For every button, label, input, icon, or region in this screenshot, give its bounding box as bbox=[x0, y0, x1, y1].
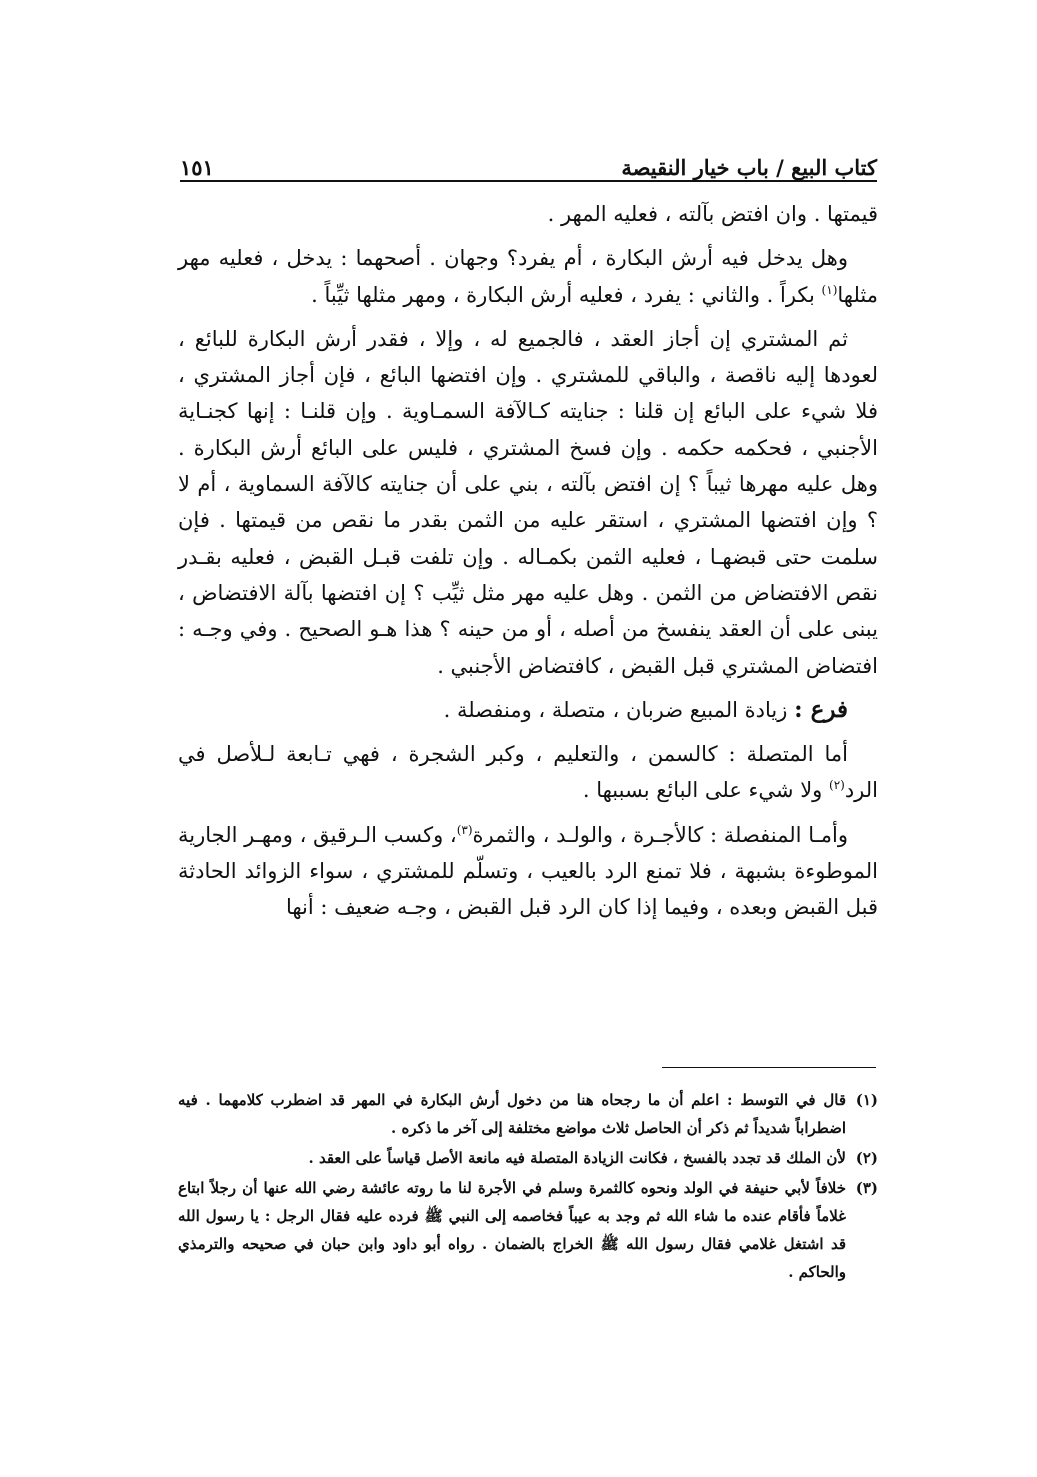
footnote-text: قال في التوسط : اعلم أن ما رجحاه هنا من دخول أرش البكارة في المهر قد اضطرب كلامهما . فيه اضطراباً شديداً ثم ذكر أن الحاصل ثلاث مواضع مختلفة إلى آخر ما ذكره . bbox=[178, 1091, 846, 1137]
page-header bbox=[180, 140, 877, 180]
footnote-text: خلافاً لأبي حنيفة في الولد ونحوه كالثمرة وسلم في الأجرة لنا ما روته عائشة رضي الله عنها أن رجلاً ابتاع غلاماً فأقام عنده ما شاء الله ثم وجد به عيباً فخاصمه إلى النبي ﷺ فرده عليه فقال الرجل : يا رسول الله قد اشتغل غلامي فقال رسول الله ﷺ الخراج بالضمان . رواه أبو داود وابن حبان في صحيحه والترمذي والحاكم . bbox=[178, 1179, 846, 1281]
footnote-1 bbox=[178, 1086, 878, 1142]
footnote-3 bbox=[178, 1174, 878, 1286]
footnote-divider bbox=[662, 1067, 876, 1068]
main-text bbox=[178, 196, 878, 934]
paragraph-3: ثم المشتري إن أجاز العقد ، فالجميع له ، وإلا ، فقدر أرش البكارة للبائع ، لعودها إليه ناقصة ، والباقي للمشتري . وإن افتضها البائع ، فإن أجاز المشتري ، فلا شيء على البائع إن قلنا : جنايته كـالآفة السمـاوية . وإن قلنـا : إنها كجنـاية الأجنبي ، فحكمه حكمه . وإن فسخ المشتري ، فليس على البائع أرش البكارة . وهل عليه مهرها ثيباً ؟ إن افتض بآلته ، بني على أن جنايته كالآفة السماوية ، أم لا ؟ وإن افتضها المشتري ، استقر عليه من الثمن بقدر ما نقص من قيمتها . فإن سلمت حتى قبضهـا ، فعليه الثمن بكمـاله . وإن تلفت قبـل القبض ، فعليه بقـدر نقص الافتضاض من الثمن . وهل عليه مهر مثل ثيِّب ؟ إن افتضها بآلة الافتضاض ، يبنى على أن العقد ينفسخ من أصله ، أو من حينه ؟ هذا هـو الصحيح . وفي وجـه : افتضاض المشتري قبل القبض ، كافتضاض الأجنبي . bbox=[178, 326, 878, 678]
footnote-number: (٢) bbox=[855, 1149, 878, 1167]
branch-label: فرع : bbox=[794, 695, 848, 723]
footnote-text: لأن الملك قد تجدد بالفسخ ، فكانت الزيادة المتصلة فيه مانعة الأصل قياساً على العقد . bbox=[308, 1149, 846, 1167]
paragraph-4: أما المتصلة : كالسمن ، والتعليم ، وكبر الشجرة ، فهي تـابعة لـلأصل في الرد$^{(٢)}$ ولا شيء على البائع بسببها . bbox=[178, 742, 878, 803]
footnote-number: (٣) bbox=[855, 1179, 878, 1197]
paragraph-5: وأمـا المنفصلة : كالأجـرة ، والولـد ، والثمرة$^{(٣)}$، وكسب الـرقيق ، ومهـر الجارية الموطوءة بشبهة ، فلا تمنع الرد بالعيب ، وتسلّم للمشتري ، سواء الزوائد الحادثة قبل القبض وبعده ، وفيما إذا كان الرد قبل القبض ، وجـه ضعيف : أنها bbox=[178, 822, 878, 920]
running-title: كتاب البيع / باب خيار النقيصة bbox=[621, 155, 877, 180]
paragraph-2: وهل يدخل فيه أرش البكارة ، أم يفرد؟ وجهان . أصحهما : يدخل ، فعليه مهر مثلها$^{(١)}$ بكراً . والثاني : يفرد ، فعليه أرش البكارة ، ومهر مثلها ثيِّباً . bbox=[178, 246, 878, 307]
paragraph-1: قيمتها . وان افتض بآلته ، فعليه المهر . bbox=[547, 202, 878, 226]
footnote-ref-1[interactable]: (١) bbox=[821, 282, 838, 297]
footnote-number: (١) bbox=[855, 1091, 878, 1109]
footnote-ref-2[interactable]: (٢) bbox=[829, 778, 845, 793]
footnote-ref-3[interactable]: (٣) bbox=[456, 822, 473, 837]
branch-heading: فرع : زيادة المبيع ضربان ، متصلة ، ومنفصلة . bbox=[443, 695, 848, 723]
header-rule bbox=[180, 180, 877, 182]
page-number: ١٥١ bbox=[180, 155, 214, 180]
footnote-2 bbox=[178, 1144, 878, 1172]
footnotes bbox=[178, 1086, 878, 1288]
